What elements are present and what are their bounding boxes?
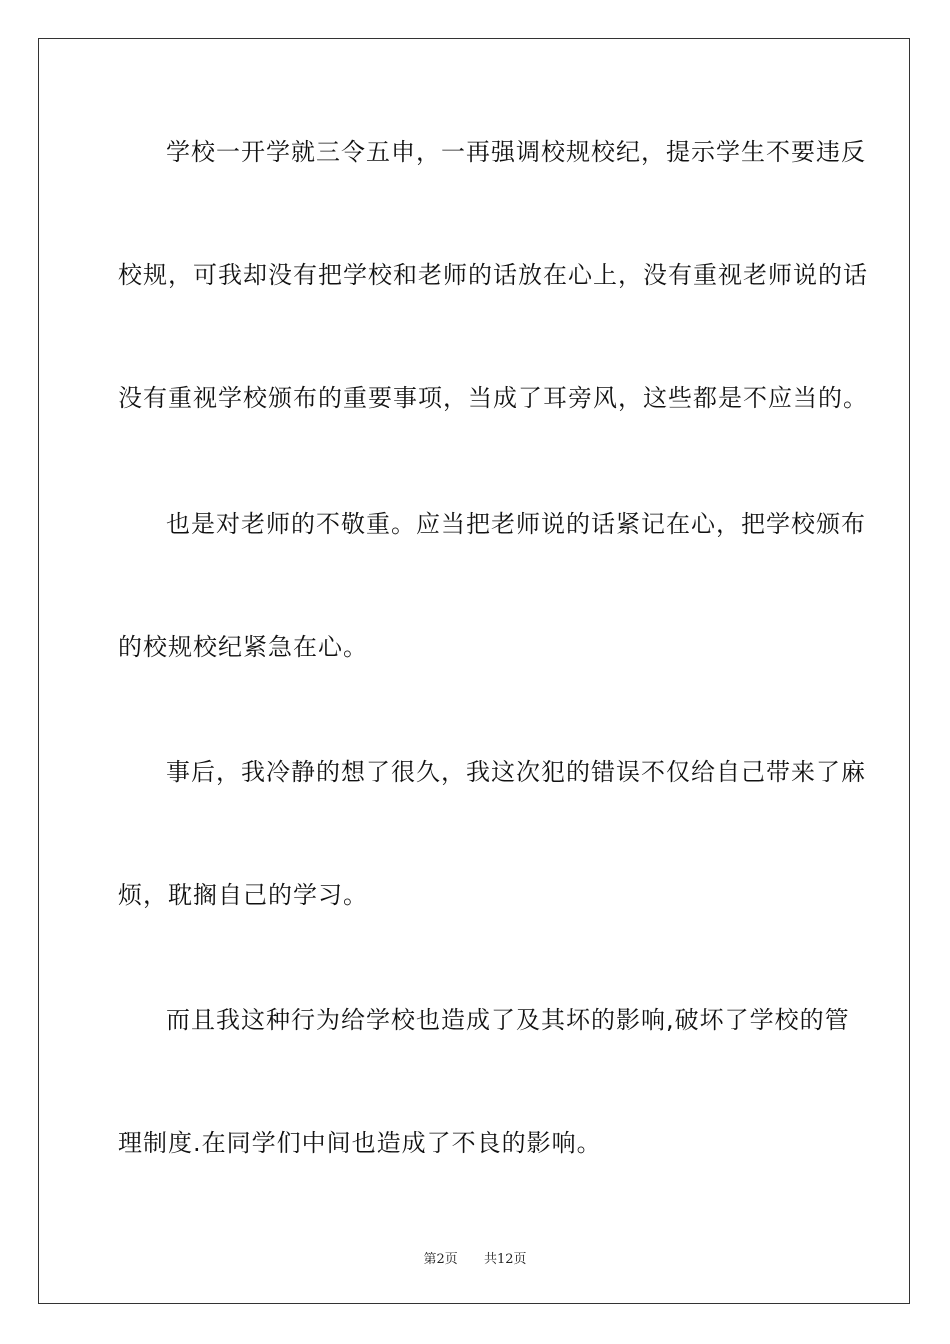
paragraph-line: 而且我这种行为给学校也造成了及其坏的影响,破坏了学校的管: [166, 1006, 850, 1034]
paragraph-line: 学校一开学就三令五申，一再强调校规校纪，提示学生不要违反: [166, 138, 866, 166]
paragraph-line: 理制度.在同学们中间也造成了不良的影响。: [118, 1129, 602, 1157]
page-number: 第2页: [423, 1252, 458, 1267]
paragraph-line: 没有重视学校颁布的重要事项，当成了耳旁风，这些都是不应当的。: [118, 384, 868, 412]
paragraph-line: 烦，耽搁自己的学习。: [118, 881, 368, 909]
total-pages: 共12页: [484, 1252, 527, 1267]
page-footer: [0, 1248, 950, 1267]
page-border: [38, 38, 910, 1304]
paragraph-line: 校规，可我却没有把学校和老师的话放在心上，没有重视老师说的话: [118, 261, 868, 289]
paragraph-line: 事后，我冷静的想了很久，我这次犯的错误不仅给自己带来了麻: [166, 758, 866, 786]
paragraph-line: 也是对老师的不敬重。应当把老师说的话紧记在心，把学校颁布: [166, 510, 866, 538]
paragraph-line: 的校规校纪紧急在心。: [118, 633, 368, 661]
